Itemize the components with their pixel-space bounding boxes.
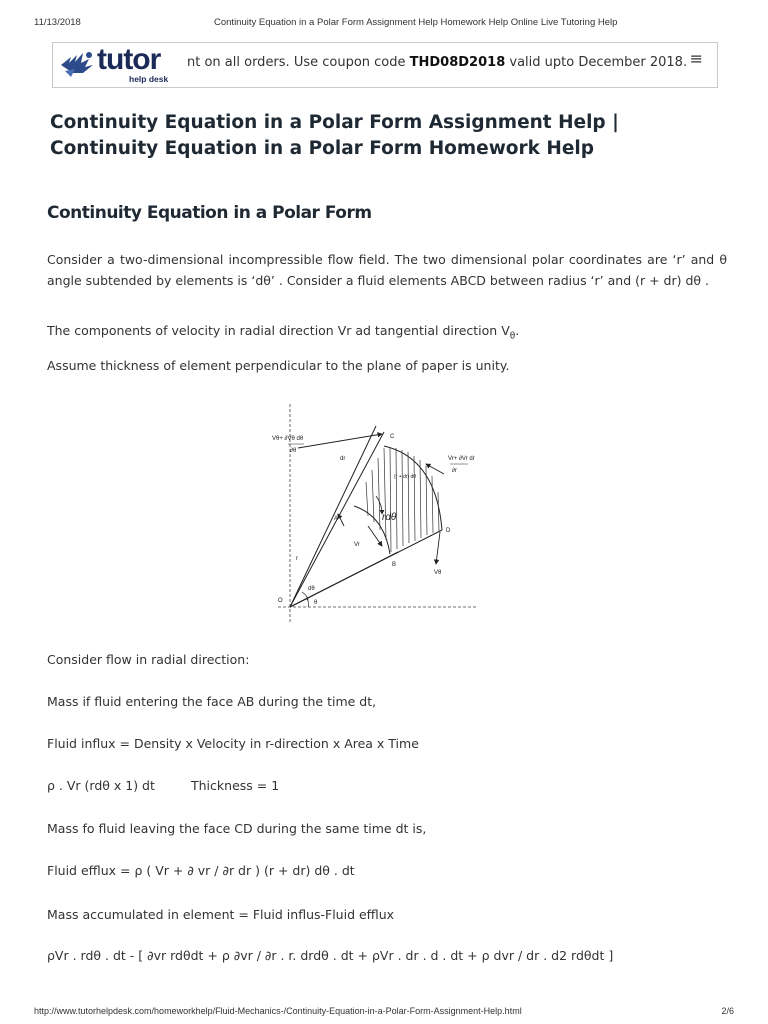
page-number: 2/6: [721, 1006, 734, 1016]
label-outer-arc: (r + dr) dθ: [394, 474, 417, 480]
label-vtheta: Vθ: [434, 570, 442, 576]
paragraph-accumulation-formula: ρVr . rdθ . dt - [ ∂vr rdθdt + ρ ∂vr / ∂r . r. drdθ . dt + ρVr . dr . d . dt + ρ dvr / dr . d2 rdθdt ]: [47, 948, 614, 963]
polar-element-diagram: [258, 396, 480, 626]
paragraph-velocity-text: The components of velocity in radial direction Vr ad tangential direction V: [47, 323, 510, 338]
label-vr-denominator: ∂r: [452, 468, 457, 474]
page-title-assignment-help: Assignment Help |: [422, 112, 619, 133]
promo-banner: [52, 42, 718, 88]
logo-wordmark: tutor: [97, 43, 161, 76]
page-title: [50, 110, 690, 162]
label-origin: O: [278, 598, 283, 604]
promo-text-suffix: valid upto December 2018.: [505, 55, 688, 70]
theta-subscript: θ: [509, 331, 516, 342]
label-point-b: B: [392, 562, 397, 568]
print-date: 11/13/2018: [34, 17, 81, 28]
promo-text: [187, 55, 687, 70]
paragraph-intro: Consider a two-dimensional incompressible flow field. The two dimensional polar coordinates are ‘r’ and θ angle subtended by elements is ‘dθ’ . Consider a fluid elements ABCD between radius ‘r’ and (r + dr) dθ .: [47, 252, 727, 288]
paragraph-mass-leaving: Mass fo fluid leaving the face CD during the same time dt is,: [47, 821, 427, 836]
label-dtheta: dθ: [308, 586, 315, 592]
label-point-c: C: [390, 434, 395, 440]
label-vr: Vr: [354, 542, 360, 548]
label-theta: θ: [314, 600, 318, 606]
label-vr-derivative: Vr+ ∂Vr dr: [448, 456, 475, 462]
thickness-note: Thickness = 1: [191, 778, 280, 793]
promo-text-prefix: nt on all orders. Use coupon code: [187, 55, 410, 70]
page-title-homework-help: Homework Help: [422, 138, 594, 159]
label-vtheta-denominator: ∂θ: [290, 448, 297, 454]
tutor-helpdesk-logo[interactable]: [59, 45, 189, 87]
paragraph-radial-flow: Consider flow in radial direction:: [47, 652, 250, 667]
label-r: r: [296, 556, 298, 562]
paragraph-influx-formula: [47, 775, 727, 796]
page-title-topic-repeat: Continuity Equation in a Polar Form: [50, 138, 423, 159]
influx-formula: ρ . Vr (rdθ x 1) dt: [47, 778, 155, 793]
print-page-title: Continuity Equation in a Polar Form Assignment Help Homework Help Online Live Tutoring Help: [214, 17, 618, 28]
label-vtheta-derivative: Vθ+ ∂Vθ dθ: [272, 436, 304, 442]
section-heading: Continuity Equation in a Polar Form: [47, 203, 372, 223]
label-point-d: D: [446, 528, 451, 534]
label-dr: dr: [340, 456, 346, 462]
label-rdtheta: rdθ: [382, 512, 397, 523]
paragraph-mass-entering: Mass if fluid entering the face AB during the time dt,: [47, 694, 377, 709]
paragraph-velocity-end: .: [515, 323, 520, 338]
coupon-code: THD08D2018: [409, 55, 506, 70]
logo-subtitle: help desk: [129, 74, 169, 84]
page-url: http://www.tutorhelpdesk.com/homeworkhelp/Fluid-Mechanics-/Continuity-Equation-in-a-Polar-Form-Assignment-Help.html: [34, 1006, 522, 1016]
paragraph-fluid-efflux: Fluid efflux = ρ ( Vr + ∂ vr / ∂r dr ) (r + dr) dθ . dt: [47, 863, 355, 878]
paragraph-velocity-components: [47, 320, 727, 348]
page-title-topic: Continuity Equation in a Polar Form: [50, 112, 423, 133]
hamburger-menu-icon[interactable]: ≡: [689, 49, 703, 68]
paragraph-fluid-influx: Fluid influx = Density x Velocity in r-direction x Area x Time: [47, 736, 419, 751]
paragraph-thickness: Assume thickness of element perpendicular to the plane of paper is unity.: [47, 358, 510, 373]
label-point-a: A: [334, 516, 339, 522]
paragraph-mass-accumulated: Mass accumulated in element = Fluid influs-Fluid efflux: [47, 907, 395, 922]
